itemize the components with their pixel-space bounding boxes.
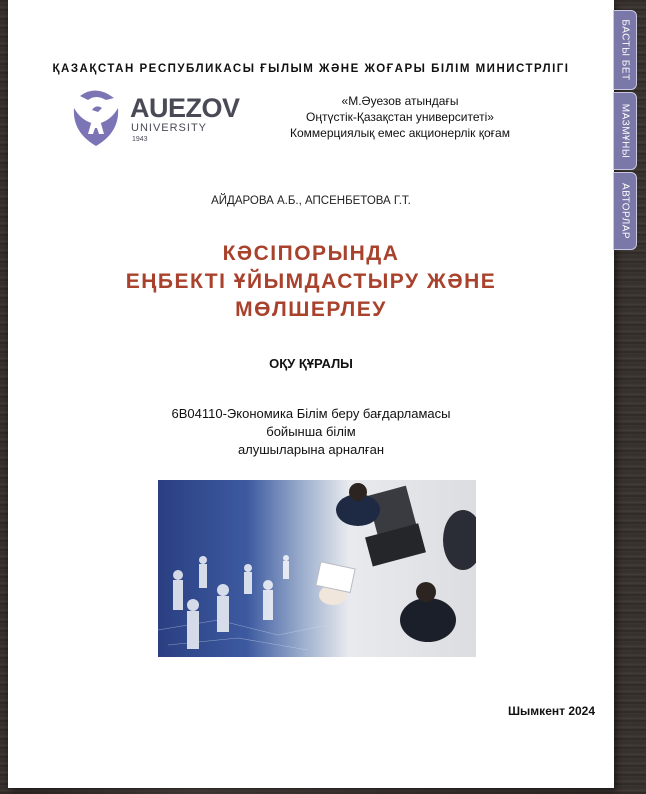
title-line-2: ЕҢБЕКТІ ҰЙЫМДАСТЫРУ ЖӘНЕ [125,270,497,293]
tab-home-label: БАСТЫ БЕТ [619,19,631,81]
document-page [8,0,614,788]
title-line-1: КӘСІПОРЫНДА [222,242,400,265]
tab-home[interactable] [613,10,637,90]
audience-line-2: алушыларына арналған [237,442,385,457]
logo-name: AUEZOV [130,93,240,123]
university-logo [70,88,240,148]
tab-authors[interactable] [613,172,637,250]
tab-contents-label: МАЗМҰНЫ [619,103,631,159]
ministry-heading: ҚАЗАҚСТАН РЕСПУБЛИКАСЫ ҒЫЛЫМ ЖӘНЕ ЖОҒАРЫ БІЛІМ МИНИСТРЛІГІ [52,63,570,75]
audience-line-1: 6В04110-Экономика Білім беру бағдарламасы бойынша білім [171,406,451,439]
document-type: ОҚУ ҚҰРАЛЫ [269,356,353,371]
logo-year: 1943 [132,136,148,143]
institution-block [270,93,530,141]
title-line-3: МӨЛШЕРЛЕУ [235,298,387,321]
book-title [8,240,614,324]
logo-emblem-icon [70,88,122,148]
institution-line-1: «М.Әуезов атындағы [341,94,459,108]
institution-line-2: Оңтүстік-Қазақстан университеті» [306,110,494,124]
tab-authors-label: АВТОРЛАР [619,182,631,240]
cover-photo [158,480,476,657]
audience-note [158,405,464,459]
tab-contents[interactable] [613,92,637,170]
authors: АЙДАРОВА А.Б., АПСЕНБЕТОВА Г.Т. [211,195,411,207]
city-year: Шымкент 2024 [508,704,596,718]
institution-line-3: Коммерциялық емес акционерлік қоғам [290,126,510,140]
logo-subtitle: UNIVERSITY [131,122,208,134]
